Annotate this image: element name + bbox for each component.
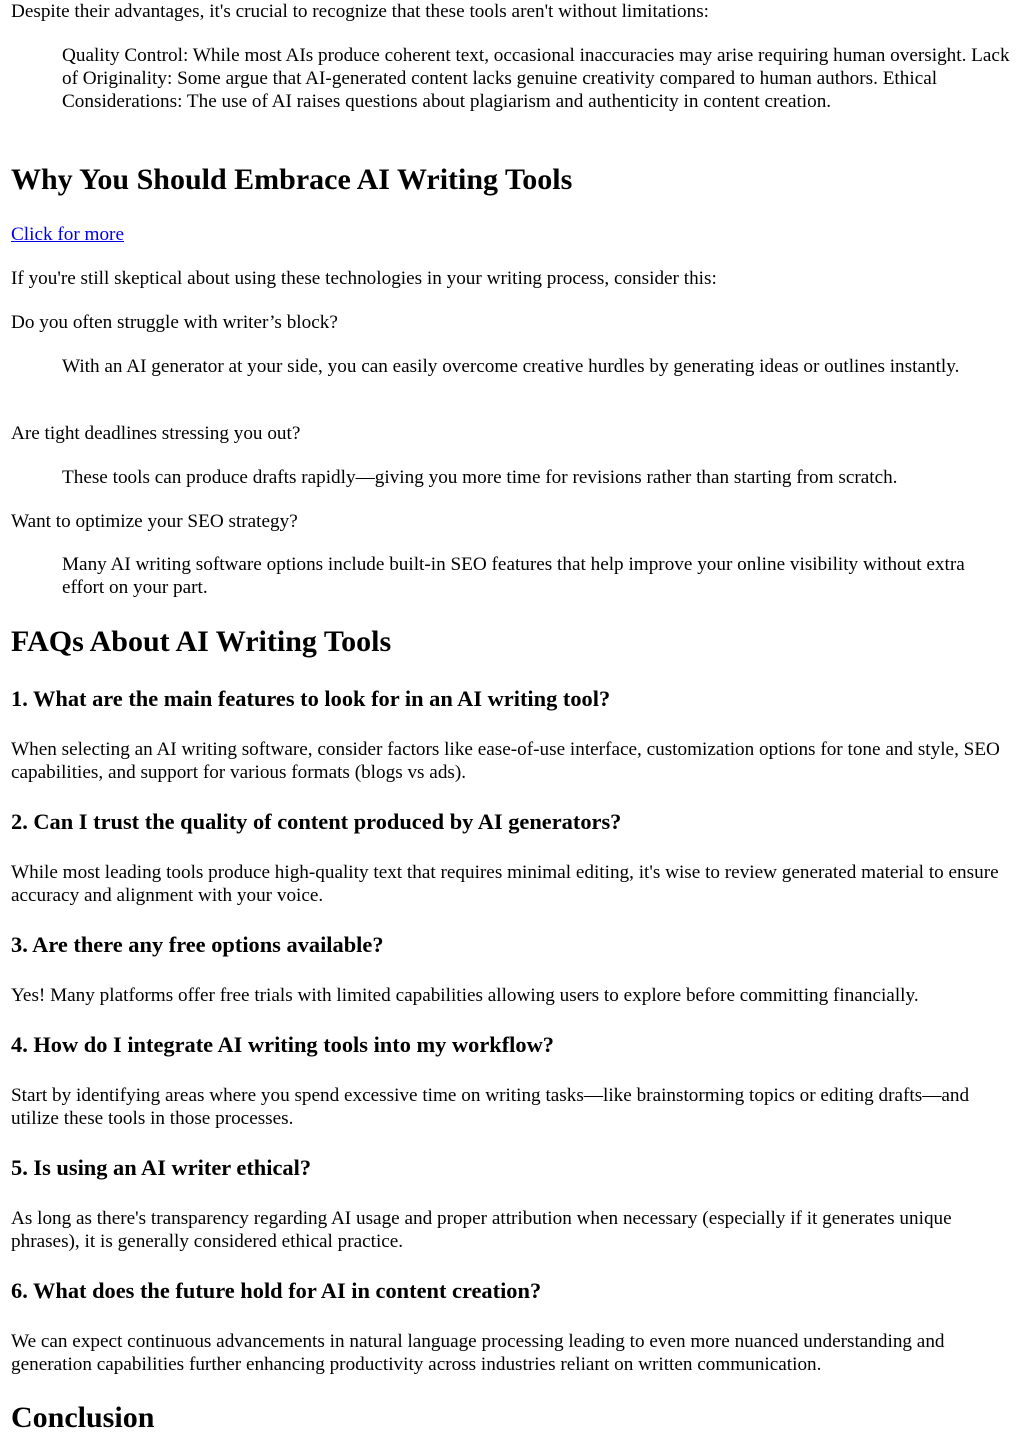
faq-question: 6. What does the future hold for AI in content creation?: [11, 1278, 542, 1303]
embrace-question: Are tight deadlines stressing you out?: [11, 423, 301, 444]
faq-answer: While most leading tools produce high-quality text that requires minimal editing, it's wise to review generated material to ensure accuracy and alignment with your voice.: [11, 862, 999, 906]
faq-answer: As long as there's transparency regarding AI usage and proper attribution when necessary (especially if it generates unique phrases), it is generally considered ethical practice.: [11, 1208, 952, 1252]
faq-question: 2. Can I trust the quality of content produced by AI generators?: [11, 809, 622, 834]
faq-question: 1. What are the main features to look for in an AI writing tool?: [11, 686, 611, 711]
click-for-more-paragraph: [11, 223, 1014, 246]
faq-answer: Yes! Many platforms offer free trials with limited capabilities allowing users to explore before committing financially.: [11, 985, 919, 1006]
embrace-answer-blockquote: Many AI writing software options include built-in SEO features that help improve your online visibility without extra effort on your part.: [62, 554, 965, 598]
embrace-answer-blockquote: With an AI generator at your side, you can easily overcome creative hurdles by generating ideas or outlines instantly.: [62, 356, 960, 377]
embrace-heading: Why You Should Embrace AI Writing Tools: [11, 163, 573, 196]
faq-question: 4. How do I integrate AI writing tools into my workflow?: [11, 1032, 554, 1057]
click-for-more-link[interactable]: Click for more: [11, 224, 124, 245]
intro-paragraph: Despite their advantages, it's crucial to recognize that these tools aren't without limitations:: [11, 1, 710, 22]
faq-answer: We can expect continuous advancements in natural language processing leading to even more nuanced understanding and generation capabilities further enhancing productivity across industries reliant on written communication.: [11, 1331, 945, 1375]
conclusion-heading: Conclusion: [11, 1401, 155, 1434]
faq-question: 3. Are there any free options available?: [11, 932, 384, 957]
faq-answer: When selecting an AI writing software, consider factors like ease-of-use interface, customization options for tone and style, SEO capabilities, and support for various formats (blogs vs ads).: [11, 739, 1000, 783]
faq-question: 5. Is using an AI writer ethical?: [11, 1155, 312, 1180]
embrace-question: Do you often struggle with writer’s block?: [11, 312, 338, 333]
embrace-lead-paragraph: If you're still skeptical about using these technologies in your writing process, consider this:: [11, 268, 717, 289]
faq-answer: Start by identifying areas where you spend excessive time on writing tasks—like brainstorming topics or editing drafts—and utilize these tools in those processes.: [11, 1085, 970, 1129]
embrace-answer-blockquote: These tools can produce drafts rapidly—giving you more time for revisions rather than starting from scratch.: [62, 467, 898, 488]
limitations-blockquote: Quality Control: While most AIs produce coherent text, occasional inaccuracies may arise requiring human oversight. Lack of Originality: Some argue that AI-generated content lacks genuine creativity compared to human authors. Ethical Considerations: The use of AI raises questions about plagiarism and authenticity in content creation.: [62, 45, 1010, 112]
embrace-question: Want to optimize your SEO strategy?: [11, 511, 298, 532]
faq-heading: FAQs About AI Writing Tools: [11, 625, 392, 658]
